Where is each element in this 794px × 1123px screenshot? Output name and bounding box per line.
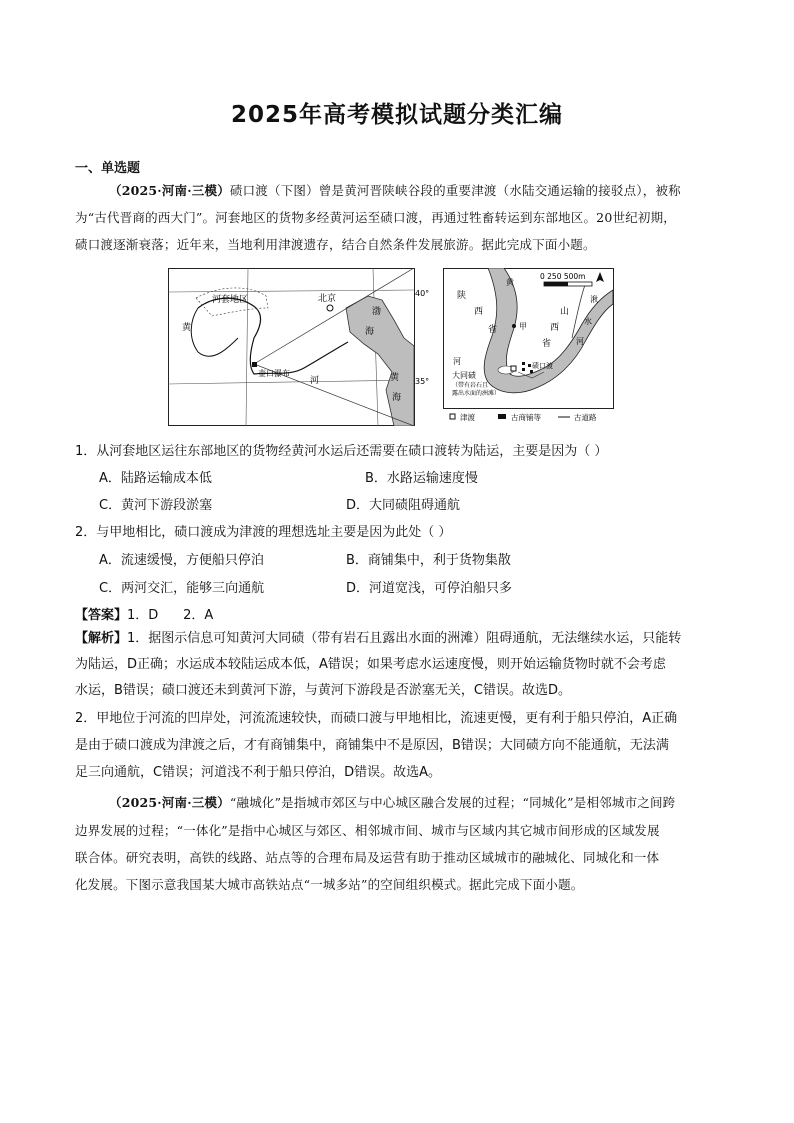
legend-ferry: 津渡 [460, 413, 475, 422]
label-xi: 西 [474, 307, 484, 317]
passage1-line1: （2025·河南·三模）碛口渡（下图）曾是黄河晋陕峡谷段的重要津渡（水陆交通运输的接驳点），被称 [109, 183, 681, 198]
label-he: 河 [310, 376, 320, 386]
qikou-ferry-marker [511, 366, 516, 371]
label-he-r: 河 [576, 337, 584, 346]
label-beijing: 北京 [318, 294, 337, 304]
answer-label: 【答案】 [75, 608, 128, 623]
q2-option-a: A．流速缓慢，方便船只停泊 [99, 553, 264, 568]
explanation-line4: 2．甲地位于河流的凹岸处，河流流速较快，而碛口渡与甲地相比，流速更慢，更有利于船只停泊，A正确 [75, 711, 678, 726]
legend-shops-icon [498, 414, 506, 419]
legend-ferry-icon [450, 414, 455, 419]
label-he-r2: 河 [453, 357, 461, 366]
answer-text: 1．D 2．A [127, 608, 214, 623]
label-jia: 甲 [519, 322, 527, 331]
answer-line [75, 604, 213, 623]
passage1-line3: 碛口渡逐渐衰落；近年来，当地利用津渡遗存，结合自然条件发展旅游。据此完成下面小题。 [75, 237, 596, 252]
passage1-source: （2025·河南·三模） [109, 183, 230, 198]
q2-option-b: B．商铺集中，利于货物集散 [346, 553, 511, 568]
jia-marker [512, 324, 516, 328]
label-hai: 海 [365, 327, 375, 337]
label-hai2: 海 [392, 393, 402, 403]
label-datongqi: 大同碛 [452, 371, 476, 380]
label-shanxi-shan: 山 [560, 307, 570, 317]
explanation-line3: 水运，B错误；碛口渡还未到黄河下游，与黄河下游段是否淤塞无关，C错误。故选D。 [75, 683, 572, 698]
label-huang2: 黄 [390, 373, 400, 383]
label-hetao: 河套地区 [212, 295, 249, 305]
label-shaan: 陕 [457, 291, 467, 301]
passage2-line1: （2025·河南·三模）“融城化”是指城市郊区与中心城区融合发展的过程；“同城化”是相邻城市之间跨 [109, 795, 676, 810]
passage1-line2: 为“古代晋商的西大门”。河套地区的货物多经黄河运至碛口渡，再通过牲畜转运到东部地区。20世纪初期， [75, 210, 676, 225]
q1-option-c: C．黄河下游段淤塞 [99, 498, 213, 513]
label-bo: 渤 [372, 307, 382, 317]
q2-option-c: C．两河交汇，能够三向通航 [99, 581, 265, 596]
q1-option-a: A．陆路运输成本低 [99, 471, 212, 486]
label-hukou: 壶口瀑布 [258, 369, 290, 378]
label-datongqi-note1: （带有岩石且 [452, 382, 489, 389]
page-title: 2025年高考模拟试题分类汇编 [230, 102, 563, 128]
passage2-source: （2025·河南·三模） [109, 795, 230, 810]
explanation-line6: 足三向通航，C错误；河道浅不利于船只停泊，D错误。故选A。 [75, 765, 441, 780]
label-shui: 水 [584, 317, 592, 326]
section-heading: 一、单选题 [75, 161, 141, 176]
label-sheng: 省 [488, 325, 498, 335]
passage2-line2: 边界发展的过程；“一体化”是指中心城区与郊区、相邻城市间、城市与区域内其它城市间形成的区域发展 [75, 823, 660, 838]
explanation-line1: 【解析】1．据图示信息可知黄河大同碛（带有岩石且露出水面的洲滩）阻碍通航，无法继续水运，只能转 [75, 631, 682, 646]
q1-option-b: B．水路运输速度慢 [365, 471, 478, 486]
legend-road: 古道路 [574, 413, 597, 422]
legend-shops: 古商铺等 [511, 413, 541, 422]
passage2-line3: 联合体。研究表明，高铁的线路、站点等的合理布局及运营有助于推动区域城市的融城化、同城化和一体 [75, 850, 660, 865]
q1-stem: 1．从河套地区运往东部地区的货物经黄河水运后还需要在碛口渡转为陆运，主要是因为（ ） [75, 444, 608, 459]
label-huang: 黄 [182, 323, 192, 333]
q2-stem: 2．与甲地相比，碛口渡成为津渡的理想选址主要是因为此处（ ） [75, 525, 452, 540]
explanation-line5: 是由于碛口渡成为津渡之后，才有商铺集中，商铺集中不是原因，B错误；大同碛方向不能通航，无法满 [75, 738, 669, 753]
explanation-label: 【解析】 [75, 631, 128, 646]
scale-label: 0 250 500m [540, 272, 586, 281]
qikou-ferry-map [168, 268, 614, 426]
q2-option-d: D．河道宽浅，可停泊船只多 [346, 581, 513, 596]
label-datongqi-note2: 露出水面的洲滩） [452, 390, 501, 397]
label-lat40: 40° [415, 289, 430, 298]
explanation-line2: 为陆运，D正确；水运成本较陆运成本低，A错误；如果考虑水运速度慢，则开始运输货物时就不会考虑 [75, 657, 666, 672]
label-qikou: 碛口渡 [532, 362, 553, 370]
label-lat35: 35° [415, 377, 430, 386]
beijing-marker [327, 305, 333, 311]
label-shanxi-sheng: 省 [542, 339, 552, 349]
q1-option-d: D．大同碛阻碍通航 [346, 498, 461, 513]
passage2-line4: 化发展。下图示意我国某大城市高铁站点“一城多站”的空间组织模式。据此完成下面小题。 [75, 877, 584, 892]
qikou-marker [252, 362, 257, 367]
label-qiu: 湫 [590, 295, 598, 304]
label-shanxi-xi: 西 [550, 323, 560, 333]
label-huang-r: 黄 [506, 278, 514, 287]
